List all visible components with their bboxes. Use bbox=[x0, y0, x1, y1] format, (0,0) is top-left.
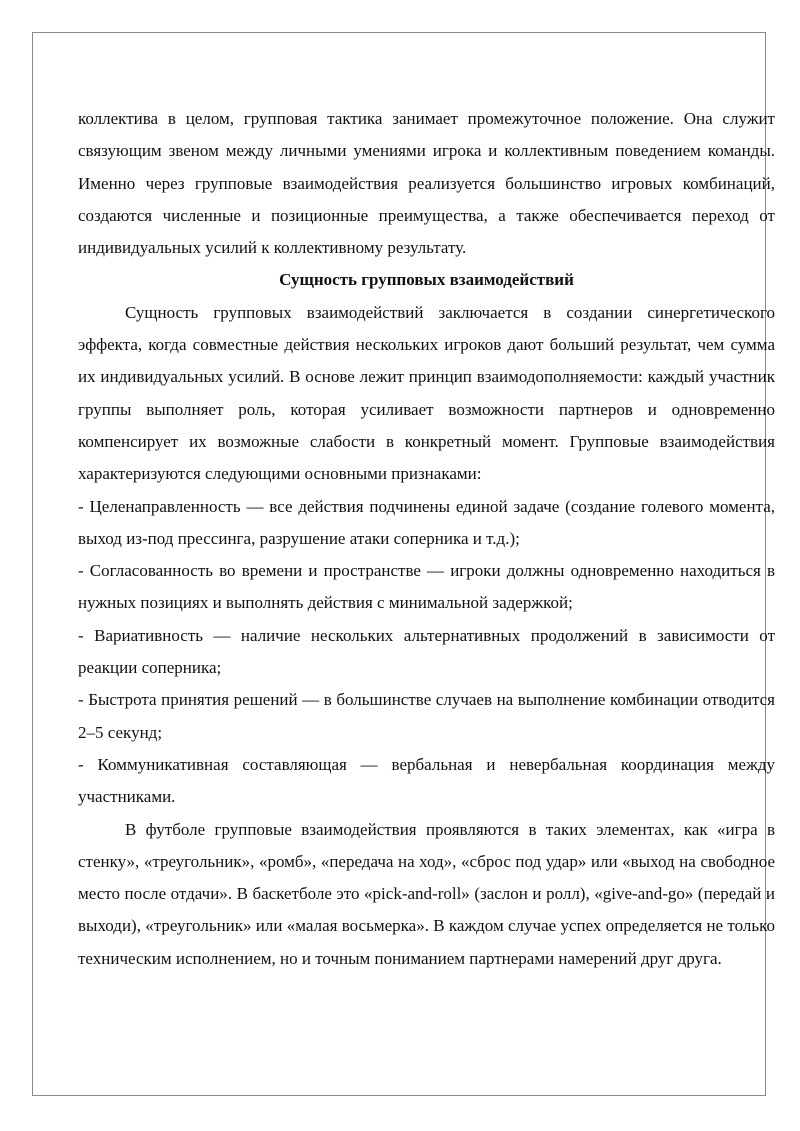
feature-item-coordination: - Согласованность во времени и пространстве — игроки должны одновременно находиться в нужных позициях и выполнять действия с минимальной задержкой; bbox=[78, 561, 775, 613]
document-body bbox=[78, 103, 775, 975]
feature-item-variability: - Вариативность — наличие нескольких альтернативных продолжений в зависимости от реакции соперника; bbox=[78, 625, 775, 678]
feature-item-purposefulness: - Целенаправленность — все действия подчинены единой задаче (создание голевого момента, выход из-под прессинга, разрушение атаки соперника и т.д.); bbox=[78, 496, 775, 548]
intro-paragraph: коллектива в целом, групповая тактика занимает промежуточное положение. Она служит связующим звеном между личными умениями игрока и коллективным поведением команды. Именно через групповые взаимодействия реализуется большинство игровых комбинаций, создаются численные и позиционные преимущества, а также обеспечивается переход от индивидуальных усилий к коллективному результату. bbox=[78, 109, 775, 258]
examples-paragraph: В футболе групповые взаимодействия проявляются в таких элементах, как «игра в стенку», «треугольник», «ромб», «передача на ход», «сброс под удар» или «выход на свободное место после отдачи». В баскетболе это «pick-and-roll» (заслон и ролл), «give-and-go» (передай и выходи), «треугольник» или «малая восьмерка». В каждом случае успех определяется не только техническим исполнением, но и точным пониманием партнерами намерений друг друга. bbox=[78, 819, 775, 968]
document-page bbox=[32, 32, 775, 1096]
feature-item-decision-speed: - Быстрота принятия решений — в большинстве случаев на выполнение комбинации отводится 2–5 секунд; bbox=[78, 690, 775, 742]
section-heading: Сущность групповых взаимодействий bbox=[279, 270, 574, 290]
essence-paragraph: Сущность групповых взаимодействий заключается в создании синергетического эффекта, когда совместные действия нескольких игроков дают больший результат, чем сумма их индивидуальных усилий. В основе лежит принцип взаимодополняемости: каждый участник группы выполняет роль, которая усиливает возможности партнеров и одновременно компенсирует их возможные слабости в конкретный момент. Групповые взаимодействия характеризуются следующими основными признаками: bbox=[78, 302, 775, 484]
feature-item-communication: - Коммуникативная составляющая — вербальная и невербальная координация между участниками. bbox=[78, 754, 775, 807]
